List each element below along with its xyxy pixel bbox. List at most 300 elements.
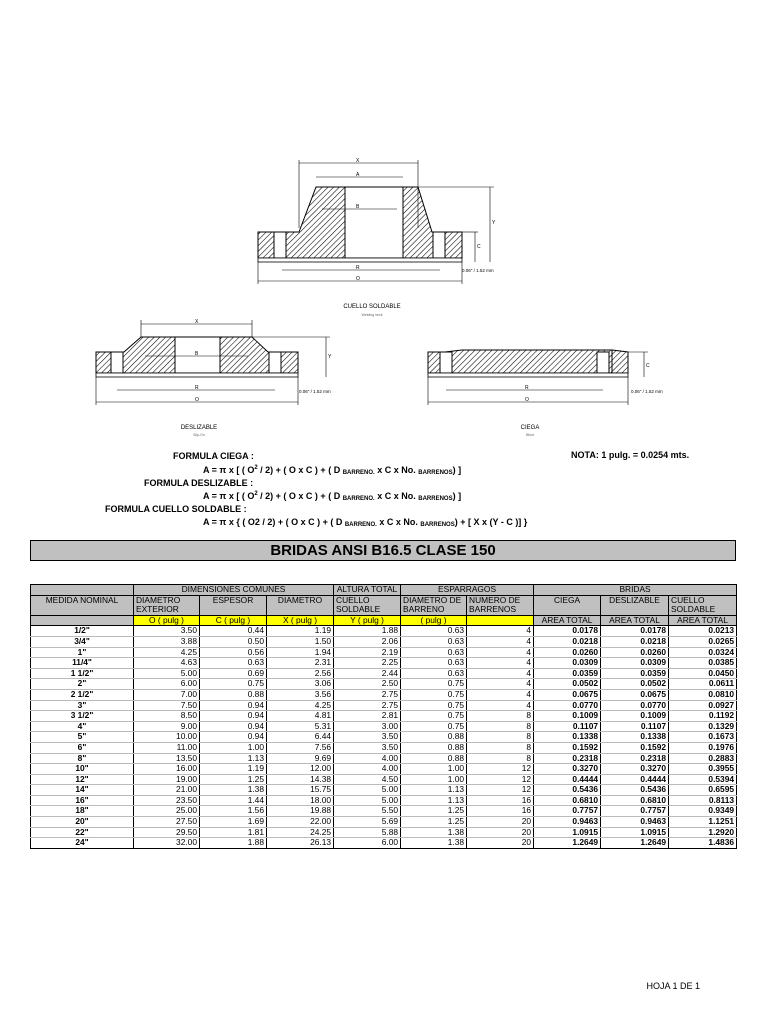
dim-o-label: O: [195, 397, 199, 403]
formula-cuello: [203, 517, 527, 528]
unit-cell: C ( pulg ): [200, 615, 267, 626]
table-cell: 0.2318: [601, 753, 669, 764]
caption-cuello-soldable-sub: Welding neck: [361, 313, 383, 317]
cell-medida-nominal: 8": [31, 753, 134, 764]
table-cell: 19.88: [267, 806, 334, 817]
table-cell: 1.2920: [669, 827, 737, 838]
table-cell: 24.25: [267, 827, 334, 838]
table-cell: 0.1107: [601, 721, 669, 732]
table-cell: 4.50: [334, 774, 401, 785]
table-cell: 0.94: [200, 732, 267, 743]
cell-medida-nominal: 16": [31, 795, 134, 806]
cell-medida-nominal: 2": [31, 679, 134, 690]
table-cell: 26.13: [267, 838, 334, 849]
table-cell: 9.69: [267, 753, 334, 764]
cell-medida-nominal: 12": [31, 774, 134, 785]
dim-b-label: B: [356, 204, 360, 210]
cuello-soldable-section: [258, 160, 494, 284]
table-cell: 0.6810: [601, 795, 669, 806]
table-cell: 10.00: [134, 732, 200, 743]
table-cell: 1.50: [267, 636, 334, 647]
table-cell: 2.19: [334, 647, 401, 658]
table-cell: 0.1009: [601, 711, 669, 722]
table-cell: 0.1192: [669, 711, 737, 722]
unit-cell: ( pulg ): [401, 615, 467, 626]
table-cell: 3.50: [134, 626, 200, 637]
formula-ciega-label: FORMULA CIEGA :: [173, 451, 254, 461]
dim-a-label: A: [356, 172, 360, 178]
table-cell: 0.1338: [534, 732, 601, 743]
table-cell: 0.94: [200, 711, 267, 722]
formula-sub: BARRENO.: [344, 522, 377, 528]
table-cell: 1.0915: [534, 827, 601, 838]
table-cell: 0.1338: [601, 732, 669, 743]
table-cell: 20: [467, 817, 534, 828]
table-cell: 7.50: [134, 700, 200, 711]
table-cell: 1.88: [200, 838, 267, 849]
unit-cell: [467, 615, 534, 626]
cell-medida-nominal: 20": [31, 817, 134, 828]
table-cell: 0.0178: [534, 626, 601, 637]
table-cell: 2.25: [334, 658, 401, 669]
table-cell: 18.00: [267, 795, 334, 806]
cell-medida-nominal: 4": [31, 721, 134, 732]
formula-text: ) ]: [452, 491, 462, 501]
header-line: CUELLO: [336, 595, 370, 605]
cell-medida-nominal: 5": [31, 732, 134, 743]
formula-cuello-label: FORMULA CUELLO SOLDABLE :: [105, 504, 247, 514]
table-cell: 4: [467, 636, 534, 647]
table-units-row: [31, 615, 737, 626]
table-cell: 5.69: [334, 817, 401, 828]
table-cell: 1.44: [200, 795, 267, 806]
table-cell: 5.88: [334, 827, 401, 838]
formula-sub: BARRENOS: [420, 522, 455, 528]
dim-c-label: C: [646, 363, 650, 369]
table-cell: 0.1592: [601, 742, 669, 753]
table-title: BRIDAS ANSI B16.5 CLASE 150: [30, 540, 736, 561]
table-cell: 0.0178: [601, 626, 669, 637]
table-cell: 6.00: [134, 679, 200, 690]
table-cell: 0.63: [401, 647, 467, 658]
table-cell: 2.31: [267, 658, 334, 669]
table-row: [31, 764, 737, 775]
table-cell: 0.1009: [534, 711, 601, 722]
table-cell: 0.0309: [601, 658, 669, 669]
table-cell: 0.75: [200, 679, 267, 690]
table-cell: 15.75: [267, 785, 334, 796]
table-cell: 0.1329: [669, 721, 737, 732]
formula-text: A = π x { ( O2 / 2) + ( O x C ) + ( D: [203, 517, 345, 527]
table-cell: 16.00: [134, 764, 200, 775]
dim-c-label: C: [477, 244, 481, 250]
table-row: [31, 711, 737, 722]
table-cell: 1.2649: [534, 838, 601, 849]
table-cell: 0.75: [401, 711, 467, 722]
table-row: [31, 636, 737, 647]
table-cell: 3.06: [267, 679, 334, 690]
table-cell: 0.75: [401, 689, 467, 700]
table-cell: 2.75: [334, 700, 401, 711]
table-cell: 0.63: [401, 636, 467, 647]
table-group-header: [31, 585, 737, 596]
formula-text: x C x No.: [374, 465, 419, 475]
drawing-ciega: [0, 310, 768, 440]
dim-x-label: X: [195, 319, 199, 325]
table-cell: 0.2318: [534, 753, 601, 764]
cell-medida-nominal: 3 1/2": [31, 711, 134, 722]
table-cell: 1.38: [200, 785, 267, 796]
table-cell: 23.50: [134, 795, 200, 806]
table-cell: 27.50: [134, 817, 200, 828]
ciega-section: [428, 350, 648, 405]
formula-text: A = π x [ ( O: [203, 491, 255, 501]
caption-ciega-sub: Blind: [526, 433, 534, 437]
table-cell: 3.50: [334, 732, 401, 743]
cell-medida-nominal: 1 1/2": [31, 668, 134, 679]
table-cell: 1.25: [401, 817, 467, 828]
formula-deslizable: A = π x [ ( $O^2 / 2$) + ( O x C ) + ( D $_{BARRENO.}$ x C x No. $_{BARRENOS}$) ]: [203, 491, 462, 502]
table-row: [31, 838, 737, 849]
nota-conversion: NOTA: 1 pulg. = 0.0254 mts.: [571, 450, 690, 460]
table-cell: 0.88: [401, 753, 467, 764]
formula-text: ) + [ X x (Y - C )] }: [454, 517, 528, 527]
table-cell: 0.9349: [669, 806, 737, 817]
table-cell: 0.88: [401, 742, 467, 753]
table-row: [31, 700, 737, 711]
cell-medida-nominal: 18": [31, 806, 134, 817]
table-cell: 2.75: [334, 689, 401, 700]
table-cell: 0.94: [200, 721, 267, 732]
header-line: BARRENO: [403, 604, 445, 615]
table-cell: 20: [467, 838, 534, 849]
dim-o-label: O: [356, 276, 360, 282]
table-cell: 1.13: [200, 753, 267, 764]
dim-x-label: X: [356, 158, 360, 164]
table-cell: 0.0218: [534, 636, 601, 647]
table-cell: 8: [467, 742, 534, 753]
table-cell: 0.0450: [669, 668, 737, 679]
table-cell: 1.1251: [669, 817, 737, 828]
table-cell: 2.06: [334, 636, 401, 647]
table-cell: 0.6595: [669, 785, 737, 796]
table-row: [31, 732, 737, 743]
cell-medida-nominal: 10": [31, 764, 134, 775]
table-cell: 0.3270: [534, 764, 601, 775]
table-cell: 4.25: [267, 700, 334, 711]
table-cell: 0.6810: [534, 795, 601, 806]
formula-sub: BARRENOS: [418, 470, 453, 476]
table-cell: 0.0218: [601, 636, 669, 647]
unit-cell: X ( pulg ): [267, 615, 334, 626]
table-cell: 19.00: [134, 774, 200, 785]
header-dimensiones: DIMENSIONES COMUNES: [134, 585, 334, 596]
header-line: BARRENOS: [469, 604, 517, 615]
table-cell: 0.0359: [601, 668, 669, 679]
table-cell: 21.00: [134, 785, 200, 796]
unit-cell: AREA TOTAL: [601, 615, 669, 626]
table-cell: 0.75: [401, 700, 467, 711]
table-cell: 4: [467, 626, 534, 637]
table-cell: 0.0770: [534, 700, 601, 711]
table-row: [31, 827, 737, 838]
unit-cell: AREA TOTAL: [669, 615, 737, 626]
formula-text: / 2) + ( O x C ) + ( D: [257, 491, 343, 501]
table-cell: 0.8113: [669, 795, 737, 806]
header-cuello-soldable-brida: [669, 595, 737, 615]
table-cell: 0.5436: [601, 785, 669, 796]
table-cell: 8: [467, 753, 534, 764]
table-row: [31, 647, 737, 658]
table-cell: 0.88: [200, 689, 267, 700]
table-cell: 14.38: [267, 774, 334, 785]
table-cell: 0.1976: [669, 742, 737, 753]
dim-y-label: Y: [328, 354, 332, 360]
table-cell: 0.4444: [601, 774, 669, 785]
table-cell: 1.88: [334, 626, 401, 637]
table-cell: 0.0502: [534, 679, 601, 690]
dim-r-label: R: [356, 265, 360, 271]
table-cell: 4.63: [134, 658, 200, 669]
table-cell: 1.2649: [601, 838, 669, 849]
header-esparragos: ESPARRAGOS: [401, 585, 534, 596]
bridas-table: [30, 584, 737, 849]
table-cell: 8: [467, 721, 534, 732]
table-cell: 0.50: [200, 636, 267, 647]
formula-text: x C x No.: [376, 517, 421, 527]
table-cell: 3.88: [134, 636, 200, 647]
table-cell: 6.00: [334, 838, 401, 849]
table-cell: 1.0915: [601, 827, 669, 838]
table-cell: 0.44: [200, 626, 267, 637]
header-line: SOLDABLE: [671, 604, 716, 615]
dim-r-label: R: [195, 385, 199, 391]
table-cell: 0.63: [401, 658, 467, 669]
table-cell: 4: [467, 700, 534, 711]
table-cell: 0.7757: [534, 806, 601, 817]
table-cell: 0.9463: [601, 817, 669, 828]
table-cell: 7.56: [267, 742, 334, 753]
cell-medida-nominal: 3": [31, 700, 134, 711]
cell-medida-nominal: 6": [31, 742, 134, 753]
table-cell: 1.13: [401, 795, 467, 806]
cell-medida-nominal: 14": [31, 785, 134, 796]
table-cell: 0.56: [200, 647, 267, 658]
table-cell: 0.63: [401, 668, 467, 679]
dim-face-label: 0.06" / 1.52 mm: [299, 389, 331, 394]
table-cell: 1.4836: [669, 838, 737, 849]
table-cell: 1.25: [200, 774, 267, 785]
header-cell: [31, 585, 134, 596]
table-cell: 0.0502: [601, 679, 669, 690]
table-cell: 1.19: [200, 764, 267, 775]
table-cell: 0.63: [401, 626, 467, 637]
table-cell: 4.25: [134, 647, 200, 658]
table-row: [31, 806, 737, 817]
table-cell: 0.7757: [601, 806, 669, 817]
table-cell: 3.56: [267, 689, 334, 700]
table-cell: 5.00: [334, 785, 401, 796]
page-footer: HOJA 1 DE 1: [646, 981, 700, 991]
formula-text: x C x No.: [374, 491, 419, 501]
table-cell: 0.4444: [534, 774, 601, 785]
header-cuello-soldable: [334, 595, 401, 615]
table-cell: 4: [467, 679, 534, 690]
table-row: [31, 658, 737, 669]
table-cell: 0.9463: [534, 817, 601, 828]
table-cell: 5.50: [334, 806, 401, 817]
table-cell: 0.1673: [669, 732, 737, 743]
header-espesor: ESPESOR: [200, 595, 267, 615]
header-altura: ALTURA TOTAL: [334, 585, 401, 596]
table-cell: 9.00: [134, 721, 200, 732]
table-cell: 4: [467, 668, 534, 679]
header-line: DIAMETRO: [136, 595, 181, 605]
header-line: SOLDABLE: [336, 604, 381, 615]
table-cell: 0.0359: [534, 668, 601, 679]
formula-sub: BARRENO.: [342, 496, 375, 502]
table-cell: 12: [467, 764, 534, 775]
table-cell: 0.2883: [669, 753, 737, 764]
table-cell: 0.1592: [534, 742, 601, 753]
formula-sub: BARRENO.: [342, 470, 375, 476]
table-cell: 3.00: [334, 721, 401, 732]
table-cell: 5.00: [334, 795, 401, 806]
table-cell: 1.38: [401, 838, 467, 849]
table-row: [31, 668, 737, 679]
table-cell: 0.75: [401, 679, 467, 690]
table-cell: 0.0675: [534, 689, 601, 700]
unit-cell: AREA TOTAL: [534, 615, 601, 626]
table-cell: 8: [467, 711, 534, 722]
formula-text: ) ]: [452, 465, 462, 475]
table-cell: 22.00: [267, 817, 334, 828]
table-cell: 1.00: [200, 742, 267, 753]
table-cell: 0.0927: [669, 700, 737, 711]
table-cell: 5.00: [134, 668, 200, 679]
table-cell: 4: [467, 689, 534, 700]
table-cell: 0.0675: [601, 689, 669, 700]
table-cell: 1.00: [401, 764, 467, 775]
table-cell: 8: [467, 732, 534, 743]
table-cell: 0.0260: [601, 647, 669, 658]
table-cell: 16: [467, 795, 534, 806]
header-deslizable: DESLIZABLE: [601, 595, 669, 615]
table-row: [31, 689, 737, 700]
table-cell: 4: [467, 658, 534, 669]
table-column-header: [31, 595, 737, 615]
table-row: [31, 753, 737, 764]
table-row: [31, 774, 737, 785]
table-cell: 12.00: [267, 764, 334, 775]
table-cell: 1.25: [401, 806, 467, 817]
table-cell: 2.50: [334, 679, 401, 690]
header-diametro-exterior: [134, 595, 200, 615]
table-cell: 0.69: [200, 668, 267, 679]
unit-cell: Y ( pulg ): [334, 615, 401, 626]
table-cell: 29.50: [134, 827, 200, 838]
table-cell: 0.0770: [601, 700, 669, 711]
table-cell: 20: [467, 827, 534, 838]
table-cell: 1.56: [200, 806, 267, 817]
header-line: EXTERIOR: [136, 604, 179, 615]
table-cell: 12: [467, 785, 534, 796]
table-cell: 0.5436: [534, 785, 601, 796]
table-cell: 0.3955: [669, 764, 737, 775]
table-cell: 0.94: [200, 700, 267, 711]
table-cell: 1.81: [200, 827, 267, 838]
table-row: [31, 817, 737, 828]
table-cell: 0.0810: [669, 689, 737, 700]
table-cell: 0.0309: [534, 658, 601, 669]
header-diametro: DIAMETRO: [267, 595, 334, 615]
formula-sub: BARRENOS: [418, 496, 453, 502]
header-diametro-barreno: [401, 595, 467, 615]
table-cell: 1.38: [401, 827, 467, 838]
table-row: [31, 721, 737, 732]
table-cell: 0.63: [200, 658, 267, 669]
header-ciega: CIEGA: [534, 595, 601, 615]
table-cell: 1.69: [200, 817, 267, 828]
cell-medida-nominal: 1": [31, 647, 134, 658]
formula-text: A = π x [ ( O: [203, 465, 255, 475]
dim-b-label: B: [195, 351, 199, 357]
table-cell: 1.19: [267, 626, 334, 637]
cell-medida-nominal: 11/4": [31, 658, 134, 669]
table-row: [31, 795, 737, 806]
cell-medida-nominal: 2 1/2": [31, 689, 134, 700]
header-line: DIAMETRO DE: [403, 595, 462, 605]
header-medida: MEDIDA NOMINAL: [31, 595, 134, 615]
table-row: [31, 785, 737, 796]
formula-ciega: A = π x [ ( $O^2 / 2$) + ( O x C ) + ( D $_{BARRENO.}$ x C x No. $_{BARRENOS}$) ]: [203, 465, 462, 476]
table-cell: 13.50: [134, 753, 200, 764]
table-cell: 6.44: [267, 732, 334, 743]
header-numero-barrenos: [467, 595, 534, 615]
table-cell: 1.00: [401, 774, 467, 785]
caption-cuello-soldable: CUELLO SOLDABLE: [343, 304, 401, 310]
dim-o-label: O: [525, 397, 529, 403]
table-cell: 0.88: [401, 732, 467, 743]
table-row: [31, 742, 737, 753]
header-bridas: BRIDAS: [534, 585, 737, 596]
unit-cell: O ( pulg ): [134, 615, 200, 626]
table-cell: 8.50: [134, 711, 200, 722]
header-line: CUELLO: [671, 595, 705, 605]
table-cell: 1.94: [267, 647, 334, 658]
table-cell: 5.31: [267, 721, 334, 732]
header-line: NUMERO DE: [469, 595, 521, 605]
table-cell: 4: [467, 647, 534, 658]
table-cell: 2.56: [267, 668, 334, 679]
table-cell: 0.0611: [669, 679, 737, 690]
drawing-cuello-soldable: [0, 0, 768, 330]
cell-medida-nominal: 24": [31, 838, 134, 849]
caption-ciega: CIEGA: [520, 425, 540, 431]
table-cell: 2.44: [334, 668, 401, 679]
table-cell: 0.0265: [669, 636, 737, 647]
table-row: [31, 626, 737, 637]
table-cell: 11.00: [134, 742, 200, 753]
table-row: [31, 679, 737, 690]
table-cell: 0.1107: [534, 721, 601, 732]
table-cell: 0.0260: [534, 647, 601, 658]
table-cell: 3.50: [334, 742, 401, 753]
cell-medida-nominal: 1/2": [31, 626, 134, 637]
table-cell: 4.81: [267, 711, 334, 722]
table-cell: 2.81: [334, 711, 401, 722]
dim-face-label: 0.06" / 1.52 mm: [462, 268, 494, 273]
